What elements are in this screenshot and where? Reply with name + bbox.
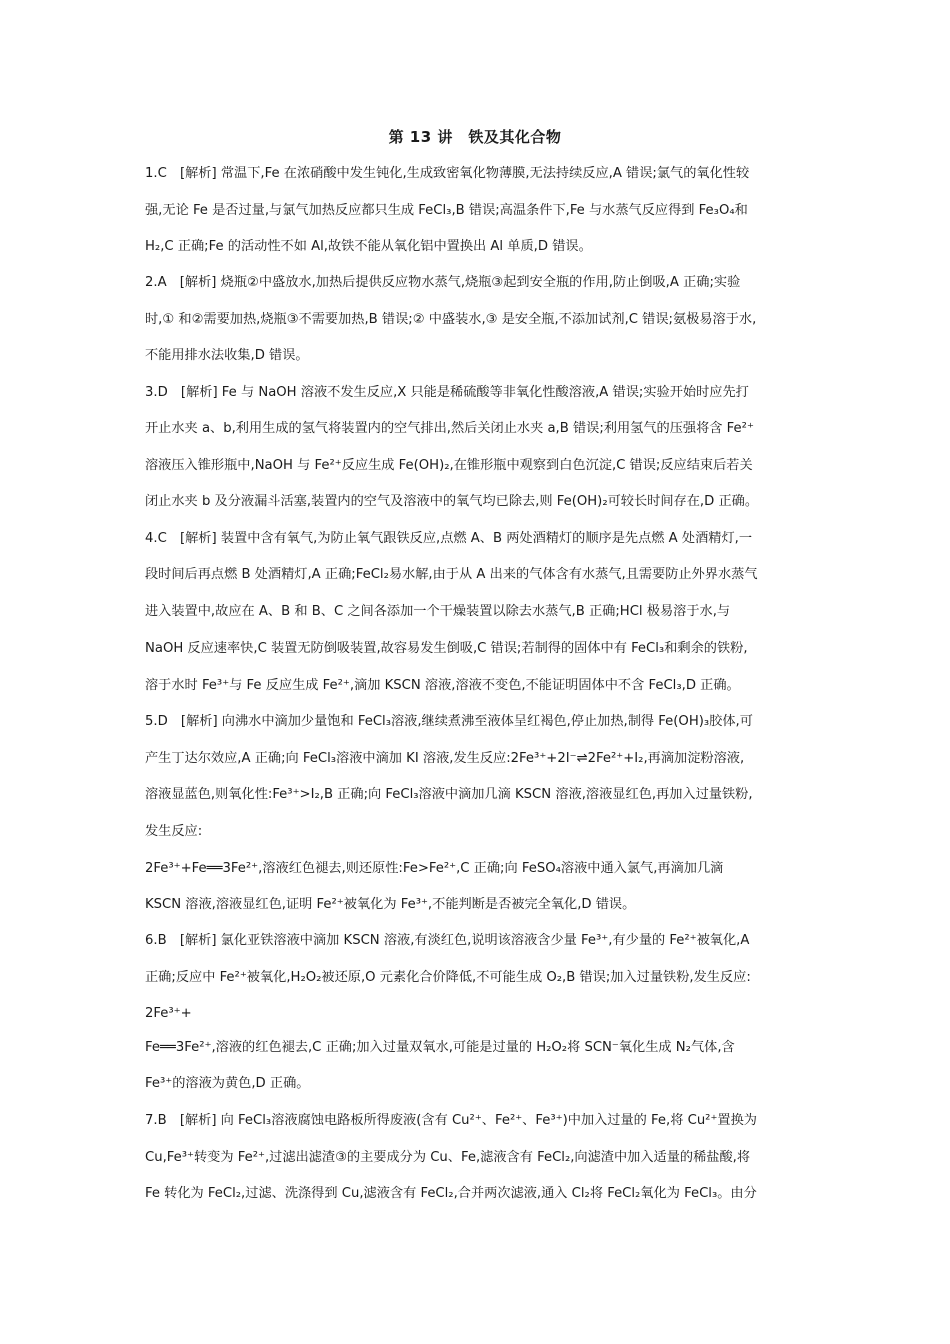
text-line: 进入装置中,故应在 A、B 和 B、C 之间各添加一个干燥装置以除去水蒸气,B 正确;HCl 极易溶于水,与 [145, 604, 731, 619]
text-line: 发生反应: [145, 824, 203, 839]
text-line: 3.D [解析] Fe 与 NaOH 溶液不发生反应,X 只能是稀硫酸等非氧化性酸溶液,A 错误;实验开始时应先打 [145, 385, 749, 400]
text-line: 不能用排水法收集,D 错误。 [145, 348, 309, 363]
text-line: 段时间后再点燃 B 处酒精灯,A 正确;FeCl₂易水解,由于从 A 出来的气体含有水蒸气,且需要防止外界水蒸气 [145, 567, 758, 582]
text-line: 6.B [解析] 氯化亚铁溶液中滴加 KSCN 溶液,有淡红色,说明该溶液含少量 Fe³⁺,有少量的 Fe²⁺被氧化,A [145, 933, 750, 948]
text-line: 1.C [解析] 常温下,Fe 在浓硝酸中发生钝化,生成致密氧化物薄膜,无法持续反应,A 错误;氯气的氧化性较 [145, 166, 750, 181]
text-line: Fe³⁺的溶液为黄色,D 正确。 [145, 1076, 310, 1091]
text-line: 溶于水时 Fe³⁺与 Fe 反应生成 Fe²⁺,滴加 KSCN 溶液,溶液不变色,不能证明固体中不含 FeCl₃,D 正确。 [145, 678, 740, 693]
text-line: 时,① 和②需要加热,烧瓶③不需要加热,B 错误;② 中盛装水,③ 是安全瓶,不添加试剂,C 错误;氨极易溶于水, [145, 312, 757, 327]
text-line: Cu,Fe³⁺转变为 Fe²⁺,过滤出滤渣③的主要成分为 Cu、Fe,滤液含有 FeCl₂,向滤渣中加入适量的稀盐酸,将 [145, 1150, 751, 1165]
text-line: NaOH 反应速率快,C 装置无防倒吸装置,故容易发生倒吸,C 错误;若制得的固体中有 FeCl₃和剩余的铁粉, [145, 641, 748, 656]
text-line: 强,无论 Fe 是否过量,与氯气加热反应都只生成 FeCl₃,B 错误;高温条件下,Fe 与水蒸气反应得到 Fe₃O₄和 [145, 203, 748, 218]
text-line: 7.B [解析] 向 FeCl₃溶液腐蚀电路板所得废液(含有 Cu²⁺、Fe²⁺、Fe³⁺)中加入过量的 Fe,将 Cu²⁺置换为 [145, 1113, 757, 1128]
text-line: 溶液压入锥形瓶中,NaOH 与 Fe²⁺反应生成 Fe(OH)₂,在锥形瓶中观察到白色沉淀,C 错误;反应结束后若关 [145, 458, 753, 473]
text-line: 2Fe³⁺+Fe══3Fe²⁺,溶液红色褪去,则还原性:Fe>Fe²⁺,C 正确;向 FeSO₄溶液中通入氯气,再滴加几滴 [145, 861, 724, 876]
text-line: H₂,C 正确;Fe 的活动性不如 Al,故铁不能从氧化铝中置换出 Al 单质,D 错误。 [145, 239, 592, 254]
text-line: 正确;反应中 Fe²⁺被氧化,H₂O₂被还原,O 元素化合价降低,不可能生成 O₂,B 错误;加入过量铁粉,发生反应: [145, 970, 751, 985]
text-line: 2Fe³⁺+ [145, 1006, 192, 1021]
text-line: 5.D [解析] 向沸水中滴加少量饱和 FeCl₃溶液,继续煮沸至液体呈红褐色,停止加热,制得 Fe(OH)₃胶体,可 [145, 714, 753, 729]
text-line: 4.C [解析] 装置中含有氧气,为防止氧气跟铁反应,点燃 A、B 两处酒精灯的顺序是先点燃 A 处酒精灯,一 [145, 531, 753, 546]
page-title: 第 13 讲 铁及其化合物 [388, 128, 562, 146]
text-line: 开止水夹 a、b,利用生成的氢气将装置内的空气排出,然后关闭止水夹 a,B 错误;利用氢气的压强将含 Fe²⁺ [145, 421, 754, 436]
text-line: Fe 转化为 FeCl₂,过滤、洗涤得到 Cu,滤液含有 FeCl₂,合并两次滤液,通入 Cl₂将 FeCl₂氧化为 FeCl₃。由分 [145, 1186, 757, 1201]
text-line: 2.A [解析] 烧瓶②中盛放水,加热后提供反应物水蒸气,烧瓶③起到安全瓶的作用,防止倒吸,A 正确;实验 [145, 275, 741, 290]
text-line: 闭止水夹 b 及分液漏斗活塞,装置内的空气及溶液中的氧气均已除去,则 Fe(OH)₂可较长时间存在,D 正确。 [145, 494, 759, 509]
text-line: Fe══3Fe²⁺,溶液的红色褪去,C 正确;加入过量双氧水,可能是过量的 H₂O₂将 SCN⁻氧化生成 N₂气体,含 [145, 1040, 735, 1055]
text-line: 产生丁达尔效应,A 正确;向 FeCl₃溶液中滴加 KI 溶液,发生反应:2Fe³⁺+2I⁻⇌2Fe²⁺+I₂,再滴加淀粉溶液, [145, 751, 745, 766]
text-line: 溶液显蓝色,则氧化性:Fe³⁺>I₂,B 正确;向 FeCl₃溶液中滴加几滴 KSCN 溶液,溶液显红色,再加入过量铁粉, [145, 787, 753, 802]
text-line: KSCN 溶液,溶液显红色,证明 Fe²⁺被氧化为 Fe³⁺,不能判断是否被完全氧化,D 错误。 [145, 897, 636, 912]
